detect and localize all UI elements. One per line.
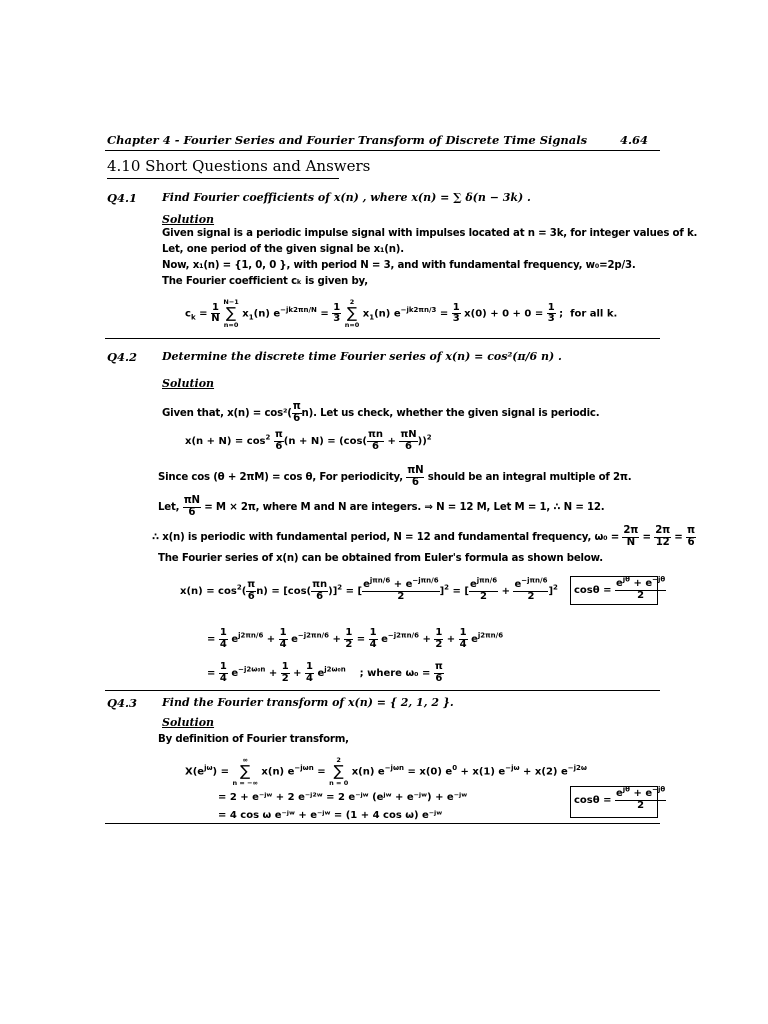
q1-line-4: The Fourier coefficient cₖ is given by, bbox=[162, 276, 368, 287]
q3-solution-label: Solution bbox=[162, 716, 215, 729]
q2-since: Since cos (θ + 2πM) = cos θ, For periodicity, $\frac{\pi N}{6}$ should be an integral multiple of 2π. bbox=[158, 465, 632, 488]
q2-since-a: Since cos (θ + 2πM) = cos θ, For periodicity, bbox=[158, 472, 403, 484]
chapter-header: Chapter 4 - Fourier Series and Fourier Transform of Discrete Time Signals bbox=[107, 133, 588, 147]
q1-line-3: Now, x₁(n) = {1, 0, 0 }, with period N = 3, and with fundamental frequency, w₀=2p/3. bbox=[162, 260, 636, 271]
q2-divider bbox=[105, 690, 660, 691]
q3-transform-line-3: = 4 cos ω e⁻ʲʷ + e⁻ʲʷ = (1 + 4 cos ω) e⁻ʲʷ bbox=[218, 810, 443, 821]
q1-coefficient-equation: $c_k$ = $\frac{1}{N}$ N−1 ∑ n=0 $x_1(n) e^{-jk2\pi n/N}$ = $\frac{1}{3}$ 2 ∑ n=0 $x_1(n) e^{-jk2\pi n/3}$ = $\frac{1}{3}$ x(0) + 0 + 0 = $\frac{1}{3}$ ; for all k. bbox=[185, 298, 618, 329]
page-number: 4.64 bbox=[620, 133, 649, 147]
q1-number: Q4.1 bbox=[107, 191, 138, 205]
q2-cos-label: cosθ = bbox=[574, 585, 612, 596]
q2-number: Q4.2 bbox=[107, 350, 138, 364]
q1-line-2: Let, one period of the given signal be x₁(n). bbox=[162, 244, 404, 255]
q2-periodic-line: ∴ x(n) is periodic with fundamental period, N = 12 and fundamental frequency, ω₀ = $\frac{2\pi}{N}$ = $\frac{2\pi}{12}$ = $\frac{\pi}{6}$ bbox=[152, 525, 695, 548]
q1-divider bbox=[105, 338, 660, 339]
q2-periodicity-equation: $x(n + N) = \cos^2$ $\frac{\pi}{6}$ (n + N) = (cos( $\frac{\pi n}{6}$ + $\frac{\pi N}{6}$ ))$^2$ bbox=[185, 429, 432, 452]
q3-transform-equation-1: $X(e^{j\omega})$ = ∞ ∑ n = −∞ x(n) $e^{-j\omega n}$ = 2 ∑ n = 0 x(n) $e^{-j\omega n} = x(0) e^0 + x(1) e^{-j\omega} + x(2)$ $e^{-j2\omega}$ bbox=[185, 756, 587, 787]
q2-solution-label: Solution bbox=[162, 377, 215, 390]
q2-question: Determine the discrete time Fourier series of x(n) = cos²(π/6 n) . bbox=[162, 350, 562, 363]
q3-definition-line: By definition of Fourier transform, bbox=[158, 734, 349, 745]
q1-line-1: Given signal is a periodic impulse signal with impulses located at n = 3k, for integer values of k. bbox=[162, 228, 698, 239]
q1-solution-label: Solution bbox=[162, 213, 215, 226]
q2-fourier-equation-3: = $\frac{1}{4}$ $e^{-j2\omega_0n}$ + $\frac{1}{2}$ + $\frac{1}{4}$ $e^{j2\omega_0n}$ ; where ω₀ = $\frac{\pi}{6}$ bbox=[207, 661, 443, 684]
q2-given-b: . Let us check, whether the given signal is periodic. bbox=[313, 408, 600, 420]
q2-given-a: Given that, x(n) = cos² bbox=[162, 408, 288, 420]
q1-question: Find Fourier coefficients of x(n) , where x(n) = ∑ δ(n − 3k) . bbox=[162, 191, 531, 204]
q3-transform-line-2: = 2 + e⁻ʲʷ + 2 e⁻ʲ²ʷ = 2 e⁻ʲʷ (eʲʷ + e⁻ʲʷ) + e⁻ʲʷ bbox=[218, 792, 468, 803]
q2-periodic-a: ∴ x(n) is periodic with fundamental period, N = 12 and fundamental frequency, ω₀ = bbox=[152, 532, 620, 544]
q2-let-b: = M × 2π, where M and N are integers. ⇒ N = 12 M, Let M = 1, ∴ N = 12. bbox=[204, 502, 605, 514]
q2-let-a: Let, bbox=[158, 502, 180, 514]
q2-fourier-equation-2: = $\frac{1}{4}$ $e^{j2\pi n/6}$ + $\frac{1}{4}$ $e^{-j2\pi n/6}$ + $\frac{1}{2}$ = $\frac{1}{4}$ $e^{-j2\pi n/6}$ + $\frac{1}{2}$ + $\frac{1}{4}$ $e^{j2\pi n/6}$ bbox=[207, 627, 504, 650]
q2-since-b: should be an integral multiple of 2π. bbox=[427, 472, 632, 484]
q3-number: Q4.3 bbox=[107, 696, 138, 710]
q2-fourier-equation-1: $x(n) = \cos^2$( $\frac{\pi}{6}$ n) = [cos( $\frac{\pi n}{6}$ )]$^2$ = [ $\frac{e^{j\pi n/6} + e^{-j\pi n/6}}{2}$ ]$^2$ = [ $\frac{e^{j\pi n/6}}{2}$ + $\frac{e^{-j\pi n/6}}{2}$ ]$^2$ bbox=[180, 576, 558, 602]
q3-cos-identity: cosθ = $\frac{e^{j\theta} + e^{-j\theta}}{2}$ bbox=[574, 785, 666, 811]
q3-divider bbox=[105, 823, 660, 824]
section-title: 4.10 Short Questions and Answers bbox=[107, 157, 371, 175]
q3-question: Find the Fourier transform of x(n) = { 2, 1, 2 }. bbox=[162, 696, 454, 709]
q2-where: ; where ω₀ = bbox=[359, 668, 431, 679]
section-underline bbox=[107, 178, 339, 179]
q2-given: Given that, x(n) = cos²( $\frac{\pi}{6}$ n). Let us check, whether the given signal is periodic. bbox=[162, 401, 600, 424]
q2-euler-line: The Fourier series of x(n) can be obtained from Euler's formula as shown below. bbox=[158, 553, 603, 564]
q2-let: Let, $\frac{\pi N}{6}$ = M × 2π, where M and N are integers. ⇒ N = 12 M, Let M = 1, ∴ N = 12. bbox=[158, 495, 605, 518]
q1-for-all-k: for all k. bbox=[570, 308, 618, 320]
header-rule bbox=[105, 150, 660, 151]
q2-cos-identity: cosθ = $\frac{e^{j\theta} + e^{-j\theta}}{2}$ bbox=[574, 575, 666, 601]
q3-cos-label: cosθ = bbox=[574, 795, 612, 806]
